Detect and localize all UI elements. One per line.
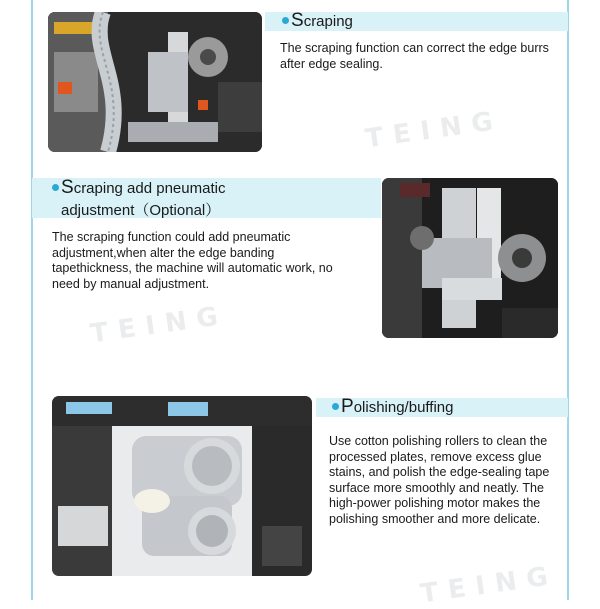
pneumatic-description: The scraping function could add pneumatic adjustment,when alter the edge banding tapethickness, the machine will automatic work, no need by manual adjustment. [52, 230, 333, 291]
watermark-logo: TEING [88, 300, 230, 350]
watermark-logo: TEING [418, 560, 560, 609]
bullet-dot-icon [282, 17, 289, 24]
polishing-unit-photo [52, 396, 312, 576]
scraping-unit-photo [48, 12, 262, 152]
left-frame-line [31, 0, 33, 600]
heading-scraping-pneumatic: Scraping add pneumatic adjustment（Optional） [52, 177, 225, 222]
scraping-description: The scraping function can correct the edge burrs after edge sealing. [280, 41, 549, 71]
polishing-description: Use cotton polishing rollers to clean the processed plates, remove excess glue stains, and polish the edge-sealing tape surface more smoothly and neatly. The high-power polishing motor makes the polishing smoother and more delicate. [329, 434, 550, 526]
watermark-logo: TEING [363, 105, 505, 155]
bullet-dot-icon [332, 403, 339, 410]
heading-polishing: Polishing/buffing [332, 396, 454, 418]
pneumatic-scraping-photo [382, 178, 558, 338]
heading-scraping: Scraping [282, 10, 353, 32]
right-frame-line [567, 0, 569, 600]
bullet-dot-icon [52, 184, 59, 191]
